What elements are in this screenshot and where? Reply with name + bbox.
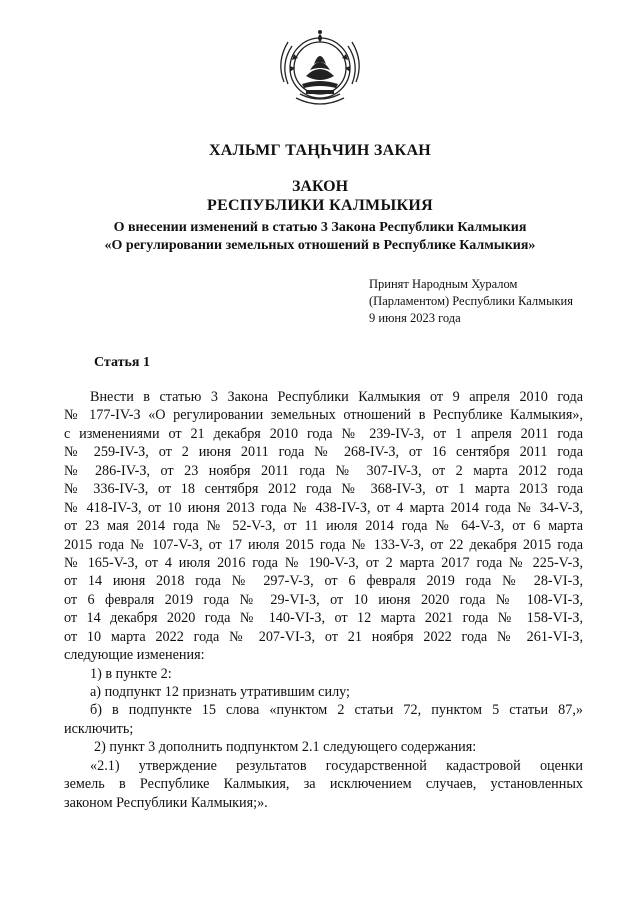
- coat-of-arms-emblem: [270, 24, 370, 114]
- law-heading: ЗАКОН: [291, 178, 349, 195]
- body-line: от 10 марта 2022 года № 207-VI-З, от 21 ноября 2022 года № 261-VI-З,: [64, 628, 583, 645]
- body-line: следующие изменения:: [64, 647, 205, 664]
- list-item: б) в подпункте 15 слова «пунктом 2 статьи 72, пунктом 5 статьи 87,»: [90, 702, 583, 719]
- body-line: № 418-IV-З, от 10 июня 2013 года № 438-IV-З, от 4 марта 2014 года № 34-V-З,: [64, 499, 583, 516]
- adoption-line-1: Принят Народным Хуралом: [369, 277, 518, 291]
- body-line: № 165-V-З, от 4 июля 2016 года № 190-V-З, от 2 марта 2017 года № 225-V-З,: [64, 554, 583, 571]
- list-item: 1) в пункте 2:: [90, 665, 172, 682]
- kalmyk-title: ХАЛЬМГ ТАҢҺЧИН ЗАКАН: [208, 142, 432, 159]
- article-body: [64, 388, 583, 812]
- body-line: 2015 года № 107-V-З, от 17 июля 2015 года № 133-V-З, от 22 декабря 2015 года: [64, 536, 583, 553]
- body-line: № 286-IV-З, от 23 ноября 2011 года № 307-IV-З, от 2 марта 2012 года: [64, 462, 583, 479]
- law-subtitle-line-1: О внесении изменений в статью 3 Закона Республики Калмыкия: [113, 220, 527, 235]
- body-line: исключить;: [64, 720, 134, 737]
- body-line: от 14 июня 2018 года № 297-V-З, от 6 февраля 2019 года № 28-VI-З,: [64, 573, 583, 590]
- list-item: 2) пункт 3 дополнить подпунктом 2.1 следующего содержания:: [94, 739, 477, 756]
- body-line: с изменениями от 21 декабря 2010 года № 239-IV-З, от 1 апреля 2011 года: [64, 425, 583, 442]
- body-line: от 6 февраля 2019 года № 29-VI-З, от 10 июня 2020 года № 108-VI-З,: [64, 591, 583, 608]
- adoption-date: 9 июня 2023 года: [369, 311, 461, 325]
- body-line: от 23 мая 2014 года № 52-V-З, от 11 июля 2014 года № 64-V-З, от 6 марта: [64, 518, 583, 535]
- adoption-note: [369, 276, 609, 327]
- body-line: № 336-IV-З, от 18 сентября 2012 года № 368-IV-З, от 1 марта 2013 года: [64, 481, 583, 498]
- law-subtitle-line-2: «О регулировании земельных отношений в Республике Калмыкия»: [104, 238, 536, 253]
- quoted-line: законом Республики Калмыкия;».: [64, 794, 268, 811]
- quoted-line: земель в Республике Калмыкия, за исключением случаев, установленных: [64, 776, 583, 793]
- body-line: Внести в статью 3 Закона Республики Калмыкия от 9 апреля 2010 года: [90, 389, 583, 405]
- republic-heading: РЕСПУБЛИКИ КАЛМЫКИЯ: [207, 197, 433, 214]
- article-heading: Статья 1: [94, 355, 150, 370]
- body-line: № 177-IV-З «О регулировании земельных отношений в Республике Калмыкия»,: [64, 407, 583, 424]
- list-item: а) подпункт 12 признать утратившим силу;: [90, 684, 350, 700]
- adoption-line-2: (Парламентом) Республики Калмыкия: [369, 294, 573, 308]
- quoted-line: «2.1) утверждение результатов государственной кадастровой оценки: [90, 757, 583, 774]
- body-line: № 259-IV-З, от 2 июня 2011 года № 268-IV-З, от 16 сентября 2011 года: [64, 444, 583, 461]
- body-line: от 14 декабря 2020 года № 140-VI-З, от 12 марта 2021 года № 158-VI-З,: [64, 610, 583, 627]
